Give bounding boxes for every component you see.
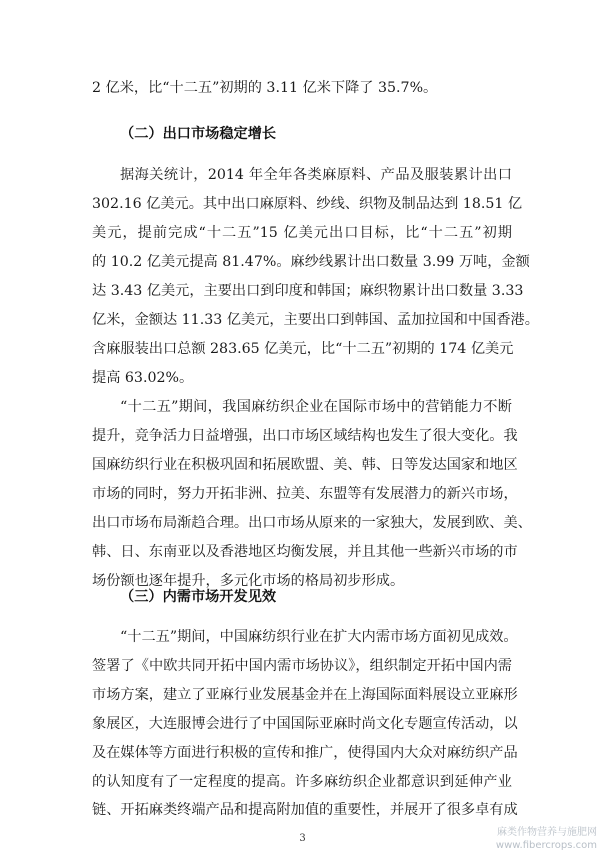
text-line: 302.16 亿美元。其中出口麻原料、纱线、织物及制品达到 18.51 亿 — [92, 196, 523, 212]
text-line: 的 10.2 亿美元提高 81.47%。麻纱线累计出口数量 3.99 万吨，金额 — [92, 254, 530, 270]
text-line: 出口市场布局渐趋合理。出口市场从原来的一家独大，发展到欧、美、 — [92, 515, 532, 531]
text-line: 签署了《中欧共同开拓中国内需市场协议》，组织制定开拓中国内需 — [92, 658, 512, 674]
watermark — [496, 826, 597, 852]
watermark-url: www.fibercrops.com — [495, 840, 597, 851]
section-heading-domestic: （三）内需市场开发见效 — [120, 589, 277, 605]
text-line: “十二五”期间，中国麻纺织行业在扩大内需市场方面初见成效。 — [120, 629, 518, 645]
text-line: 提高 63.02%。 — [92, 370, 194, 386]
section-heading-export: （二）出口市场稳定增长 — [120, 126, 277, 142]
text-line: 市场方案，建立了亚麻行业发展基金并在上海国际面料展设立亚麻形 — [92, 687, 518, 703]
text-line: 的认知度有了一定程度的提高。许多麻纺织企业都意识到延伸产业 — [92, 774, 512, 790]
text-line: 含麻服装出口总额 283.65 亿美元，比“十二五”初期的 174 亿美元 — [92, 341, 514, 357]
watermark-title: 麻类作物营养与施肥网 — [497, 827, 597, 838]
text-line: 场份额也逐年提升，多元化市场的格局初步形成。 — [92, 573, 405, 589]
text-line: 2 亿米，比“十二五”初期的 3.11 亿米下降了 35.7%。 — [92, 80, 438, 96]
text-line: 象展区，大连服博会进行了中国国际亚麻时尚文化专题宣传活动，以 — [92, 716, 518, 732]
text-line: 及在媒体等方面进行积极的宣传和推广，使得国内大众对麻纺织产品 — [92, 745, 518, 761]
text-line: 据海关统计，2014 年全年各类麻原料、产品及服装累计出口 — [120, 167, 512, 183]
text-line: 链、开拓麻类终端产品和提高附加值的重要性，并展开了很多卓有成 — [92, 802, 518, 818]
text-line: “十二五”期间，我国麻纺织企业在国际市场中的营销能力不断 — [120, 399, 512, 415]
text-line: 达 3.43 亿美元，主要出口到印度和韩国；麻织物累计出口数量 3.33 — [92, 283, 524, 299]
text-line: 市场的同时，努力开拓非洲、拉美、东盟等有发展潜力的新兴市场， — [92, 486, 518, 502]
text-line: 美元，提前完成“十二五”15 亿美元出口目标，比“十二五”初期 — [92, 225, 512, 241]
text-line: 韩、日、东南亚以及香港地区均衡发展，并且其他一些新兴市场的市 — [92, 544, 518, 560]
page-number: 3 — [299, 833, 306, 844]
text-line: 亿米，金额达 11.33 亿美元，主要出口到韩国、孟加拉国和中国香港。 — [92, 312, 539, 328]
text-line: 提升，竞争活力日益增强，出口市场区域结构也发生了很大变化。我 — [92, 428, 518, 444]
text-line: 国麻纺织行业在积极巩固和拓展欧盟、美、韩、日等发达国家和地区 — [92, 457, 518, 473]
